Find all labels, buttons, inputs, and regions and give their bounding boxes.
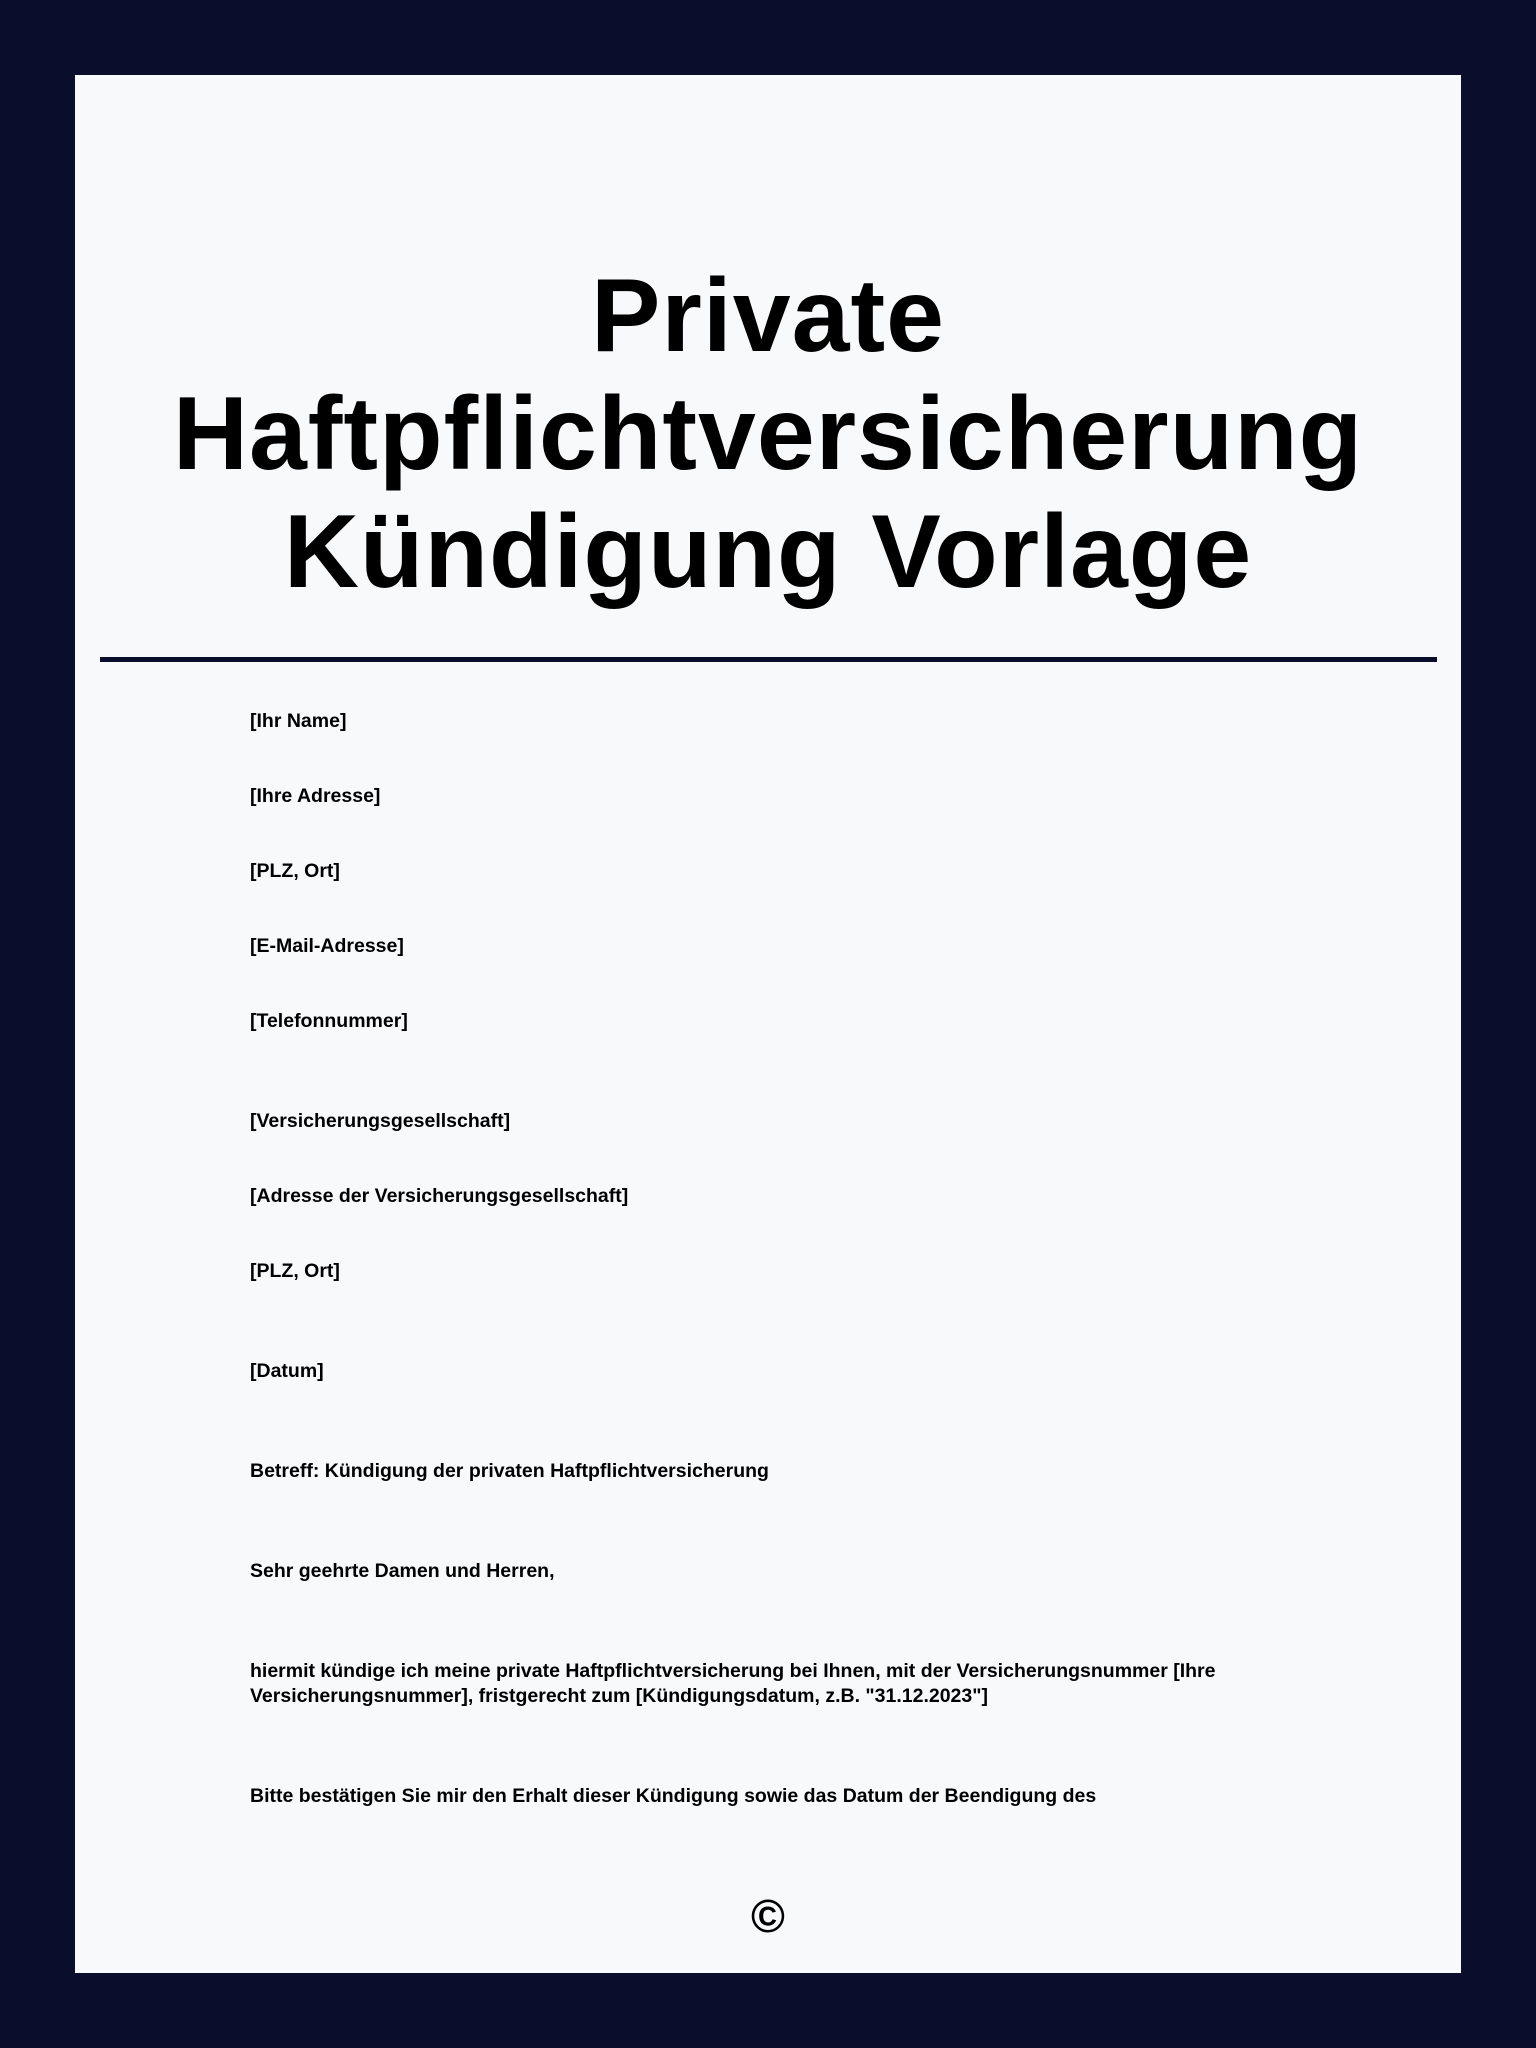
- sender-zip-city: [PLZ, Ort]: [250, 860, 340, 882]
- copyright-icon: ©: [751, 1890, 785, 1942]
- letter-subject: Betreff: Kündigung der privaten Haftpflichtversicherung: [250, 1460, 769, 1482]
- recipient-zip-city: [PLZ, Ort]: [250, 1260, 340, 1282]
- title-divider: [100, 657, 1437, 662]
- letter-salutation: Sehr geehrte Damen und Herren,: [250, 1560, 555, 1582]
- title-line: Private: [591, 258, 945, 374]
- recipient-company: [Versicherungsgesellschaft]: [250, 1110, 511, 1132]
- recipient-address: [Adresse der Versicherungsgesellschaft]: [250, 1185, 629, 1207]
- sender-phone: [Telefonnummer]: [250, 1010, 408, 1032]
- document-title: [75, 257, 1461, 611]
- sender-address: [Ihre Adresse]: [250, 785, 381, 807]
- title-line: Haftpflichtversicherung: [172, 376, 1364, 492]
- document-page: [75, 75, 1461, 1973]
- title-line: Kündigung Vorlage: [283, 494, 1253, 610]
- letter-paragraph: hiermit kündige ich meine private Haftpflichtversicherung bei Ihnen, mit der Versicherungsnummer [Ihre Versicherungsnummer], fristgerecht zum [Kündigungsdatum, z.B. "31.12.2023"]: [250, 1660, 1216, 1707]
- sender-email: [E-Mail-Adresse]: [250, 935, 404, 957]
- letter-paragraph: Bitte bestätigen Sie mir den Erhalt dieser Kündigung sowie das Datum der Beendigung des: [250, 1785, 1097, 1807]
- sender-name: [Ihr Name]: [250, 710, 347, 732]
- letter-date: [Datum]: [250, 1360, 324, 1382]
